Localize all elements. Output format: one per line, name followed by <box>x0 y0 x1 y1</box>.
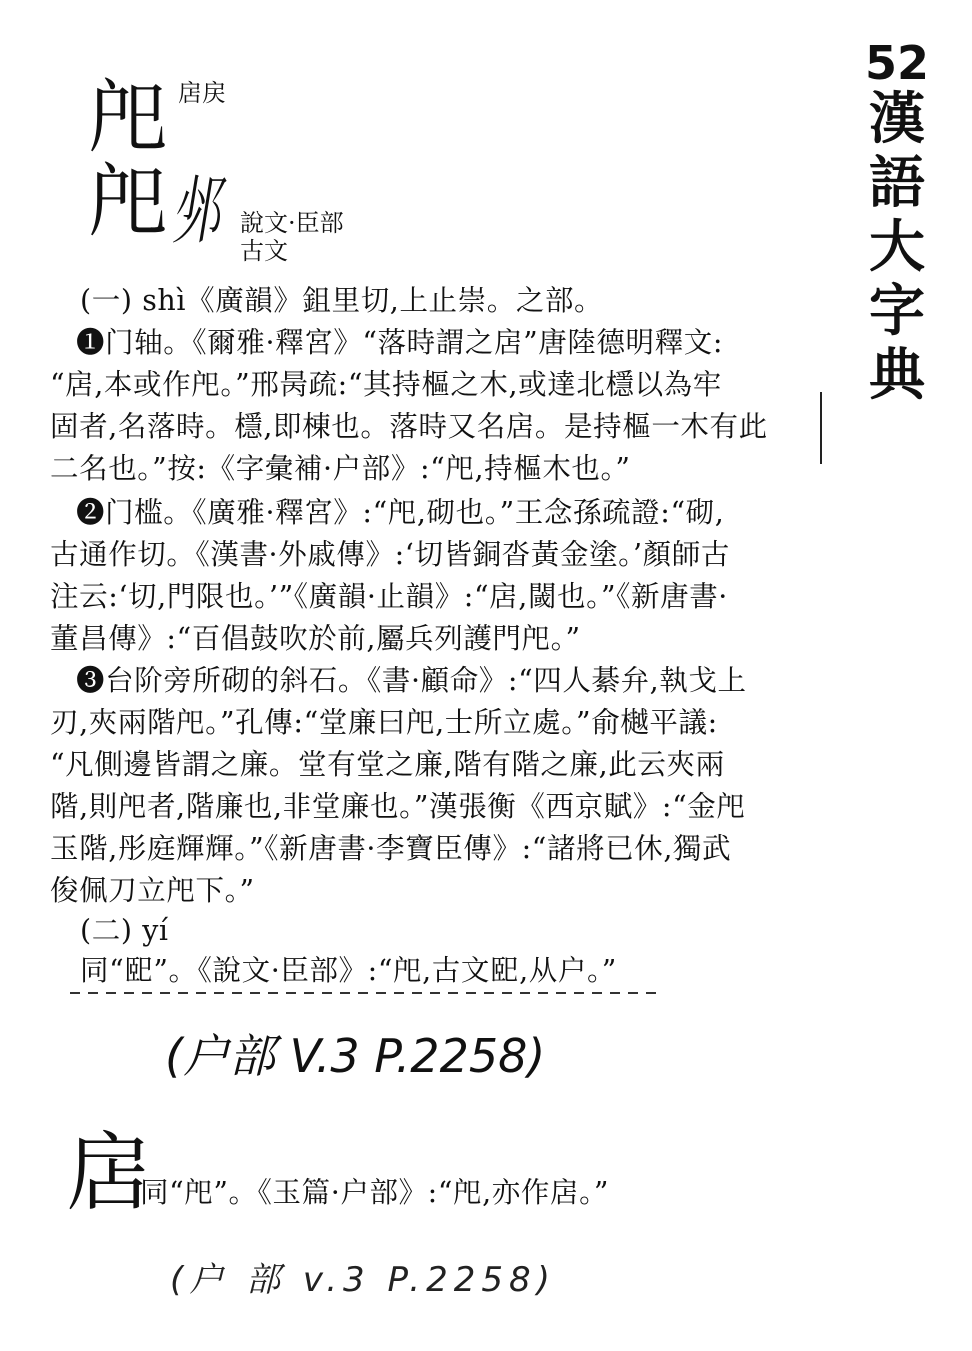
handwritten-reference: (户部 V.3 P.2258) <box>165 1029 546 1083</box>
source-label-sub: 古文 <box>240 237 288 265</box>
dictionary-title <box>862 38 932 408</box>
definition-line: “凡側邊皆謂之廉。堂有堂之廉,階有階之廉,此云夾兩 <box>50 748 725 781</box>
definition-line: ❸台阶旁所砌的斜石。《書·顧命》:“四人綦弁,執戈上 <box>76 664 747 697</box>
handwritten-reference-2: (户 部 v.3 P.2258) <box>170 1260 556 1300</box>
definition-line: 階,則戺者,階廉也,非堂廉也。”漢張衡《西京賦》:“金戺 <box>50 790 746 823</box>
definition-line: 注云:‘切,門限也。’”《廣韻·止韻》:“扂,閾也。”《新唐書· <box>50 580 728 613</box>
title-char: 大 <box>869 215 925 280</box>
title-char: 語 <box>869 151 925 216</box>
head-character-3: 扂 <box>66 1123 152 1223</box>
definition-line: 同“巸”。《說文·臣部》:“戺,古文巸,从户。” <box>80 954 617 987</box>
definition-line: 玉階,彤庭輝輝。”《新唐書·李寶臣傳》:“諸將已休,獨武 <box>50 832 732 865</box>
seal-script-glyph: 𨙹 <box>172 169 221 255</box>
variant-forms: 扂戻 <box>178 79 226 107</box>
definition-line: (一) shì《廣韻》鉏里切,上止崇。之部。 <box>80 284 604 317</box>
definition-line: ❷门槛。《廣雅·釋宮》:“戺,砌也。”王念孫疏證:“砌, <box>76 496 725 529</box>
definition-line: 二名也。”按:《字彙補·户部》:“戺,持樞木也。” <box>50 452 631 485</box>
title-char: 典 <box>869 343 925 408</box>
definition-line: (二) yí <box>80 914 169 947</box>
definition-line: 董昌傳》:“百倡鼓吹於前,屬兵列護門戺。” <box>50 622 581 655</box>
scan-dash-line <box>70 992 660 994</box>
head-character-2: 戺 <box>88 155 168 248</box>
definition-line: 古通作切。《漢書·外戚傳》:‘切皆銅沓黃金塗。’顏師古 <box>50 538 730 571</box>
scan-mark <box>820 392 822 464</box>
definition-line: “扂,本或作戺。”邢昺疏:“其持樞之木,或達北檼以為牢 <box>50 368 722 401</box>
cross-reference-line: 同“戺”。《玉篇·户部》:“戺,亦作扂。” <box>140 1176 610 1209</box>
source-label: 說文·臣部 <box>240 209 344 237</box>
definition-line: 俊佩刀立戺下。” <box>50 874 255 907</box>
page-number: 52 <box>864 36 929 90</box>
title-char: 字 <box>869 279 925 344</box>
definition-line: 固者,名落時。檼,即棟也。落時又名扂。是持樞一木有此 <box>50 410 768 443</box>
definition-line: 刃,夾兩階戺。”孔傳:“堂廉曰戺,士所立處。”俞樾平議: <box>50 706 718 739</box>
title-char: 漢 <box>869 87 925 152</box>
head-character-1: 戺 <box>88 71 168 164</box>
definition-line: ❶门轴。《爾雅·釋宮》“落時謂之扂”唐陸德明釋文: <box>76 326 724 359</box>
